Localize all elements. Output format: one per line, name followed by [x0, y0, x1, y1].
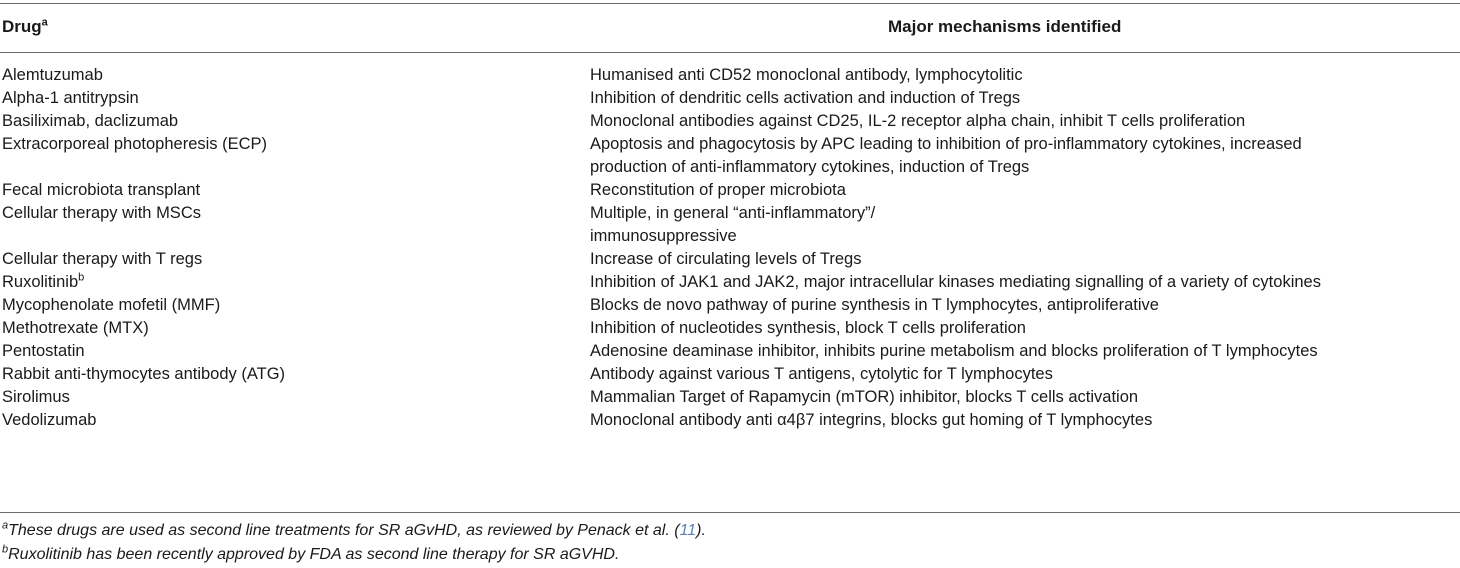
- mechanism-line: Humanised anti CD52 monoclonal antibody, lymphocytolitic: [590, 66, 1023, 84]
- drug-cell: Vedolizumab: [2, 411, 97, 429]
- mechanism-cell: [590, 409, 1458, 432]
- mechanism-line: production of anti-inflammatory cytokines, induction of Tregs: [590, 158, 1030, 176]
- mechanism-cell: [590, 87, 1458, 110]
- drug-cell: Fecal microbiota transplant: [2, 181, 201, 199]
- drug-cell: Basiliximab, daclizumab: [2, 112, 179, 130]
- mechanism-cell: [590, 110, 1458, 133]
- mechanism-line: Mammalian Target of Rapamycin (mTOR) inhibitor, blocks T cells activation: [590, 388, 1139, 406]
- drug-cell: Ruxolitinib$^b$: [2, 271, 85, 291]
- mechanism-cell: [590, 363, 1458, 386]
- drug-cell: Alemtuzumab: [2, 66, 103, 84]
- mechanism-line: Inhibition of JAK1 and JAK2, major intracellular kinases mediating signalling of a variety of cytokines: [590, 273, 1321, 291]
- mechanism-cell: [590, 317, 1458, 340]
- footnote-b: $^b$Ruxolitinib has been recently approved by FDA as second line therapy for SR aGVHD.: [2, 543, 620, 563]
- reference-link[interactable]: 11: [679, 522, 697, 539]
- mechanism-line: Monoclonal antibody anti α4β7 integrins, blocks gut homing of T lymphocytes: [590, 411, 1153, 429]
- drug-footnote-mark: b: [78, 271, 85, 284]
- drug-cell: Cellular therapy with T regs: [2, 250, 203, 268]
- header-drug-footnote-mark: a: [41, 16, 48, 29]
- mechanism-line: Adenosine deaminase inhibitor, inhibits purine metabolism and blocks proliferation of T lymphocytes: [590, 342, 1318, 360]
- drug-cell: Cellular therapy with MSCs: [2, 204, 201, 222]
- mechanism-line: Reconstitution of proper microbiota: [590, 181, 846, 199]
- drug-cell: Methotrexate (MTX): [2, 319, 149, 337]
- mechanism-line: Increase of circulating levels of Tregs: [590, 250, 862, 268]
- drug-cell: Pentostatin: [2, 342, 85, 360]
- drug-cell: Extracorporeal photopheresis (ECP): [2, 135, 268, 153]
- table-top-rule: [0, 3, 1460, 4]
- mechanism-line: Inhibition of nucleotides synthesis, block T cells proliferation: [590, 319, 1026, 337]
- mechanism-cell: [590, 386, 1458, 409]
- footnote-a: $^a$These drugs are used as second line treatments for SR aGvHD, as reviewed by Penack et al. (11).: [2, 519, 706, 539]
- mechanism-cell: [590, 294, 1458, 317]
- mechanism-cell: [590, 340, 1458, 363]
- mechanism-line: Inhibition of dendritic cells activation and induction of Tregs: [590, 89, 1021, 107]
- mechanism-cell: [590, 179, 1458, 202]
- drug-cell: Sirolimus: [2, 388, 70, 406]
- drug-cell: Rabbit anti-thymocytes antibody (ATG): [2, 365, 286, 383]
- mechanism-line: Apoptosis and phagocytosis by APC leading to inhibition of pro-inflammatory cytokines, increased: [590, 135, 1302, 153]
- mechanism-cell: [590, 64, 1458, 87]
- mechanism-cell: [590, 202, 1458, 248]
- header-drug: Drug$^a$: [2, 16, 48, 36]
- mechanism-cell: [590, 271, 1458, 294]
- table-bottom-rule: [0, 512, 1460, 513]
- drug-cell: Mycophenolate mofetil (MMF): [2, 296, 221, 314]
- mechanism-line: Multiple, in general “anti-inflammatory”/: [590, 204, 876, 222]
- header-mechanisms: Major mechanisms identified: [888, 17, 1122, 36]
- drug-cell: Alpha-1 antitrypsin: [2, 89, 139, 107]
- mechanism-line: Blocks de novo pathway of purine synthesis in T lymphocytes, antiproliferative: [590, 296, 1159, 314]
- mechanism-line: Antibody against various T antigens, cytolytic for T lymphocytes: [590, 365, 1053, 383]
- mechanism-cell: [590, 248, 1458, 271]
- mechanism-cell: [590, 133, 1458, 179]
- header-rule: [0, 52, 1460, 53]
- mechanism-line: immunosuppressive: [590, 227, 737, 245]
- mechanism-line: Monoclonal antibodies against CD25, IL-2 receptor alpha chain, inhibit T cells proliferation: [590, 112, 1246, 130]
